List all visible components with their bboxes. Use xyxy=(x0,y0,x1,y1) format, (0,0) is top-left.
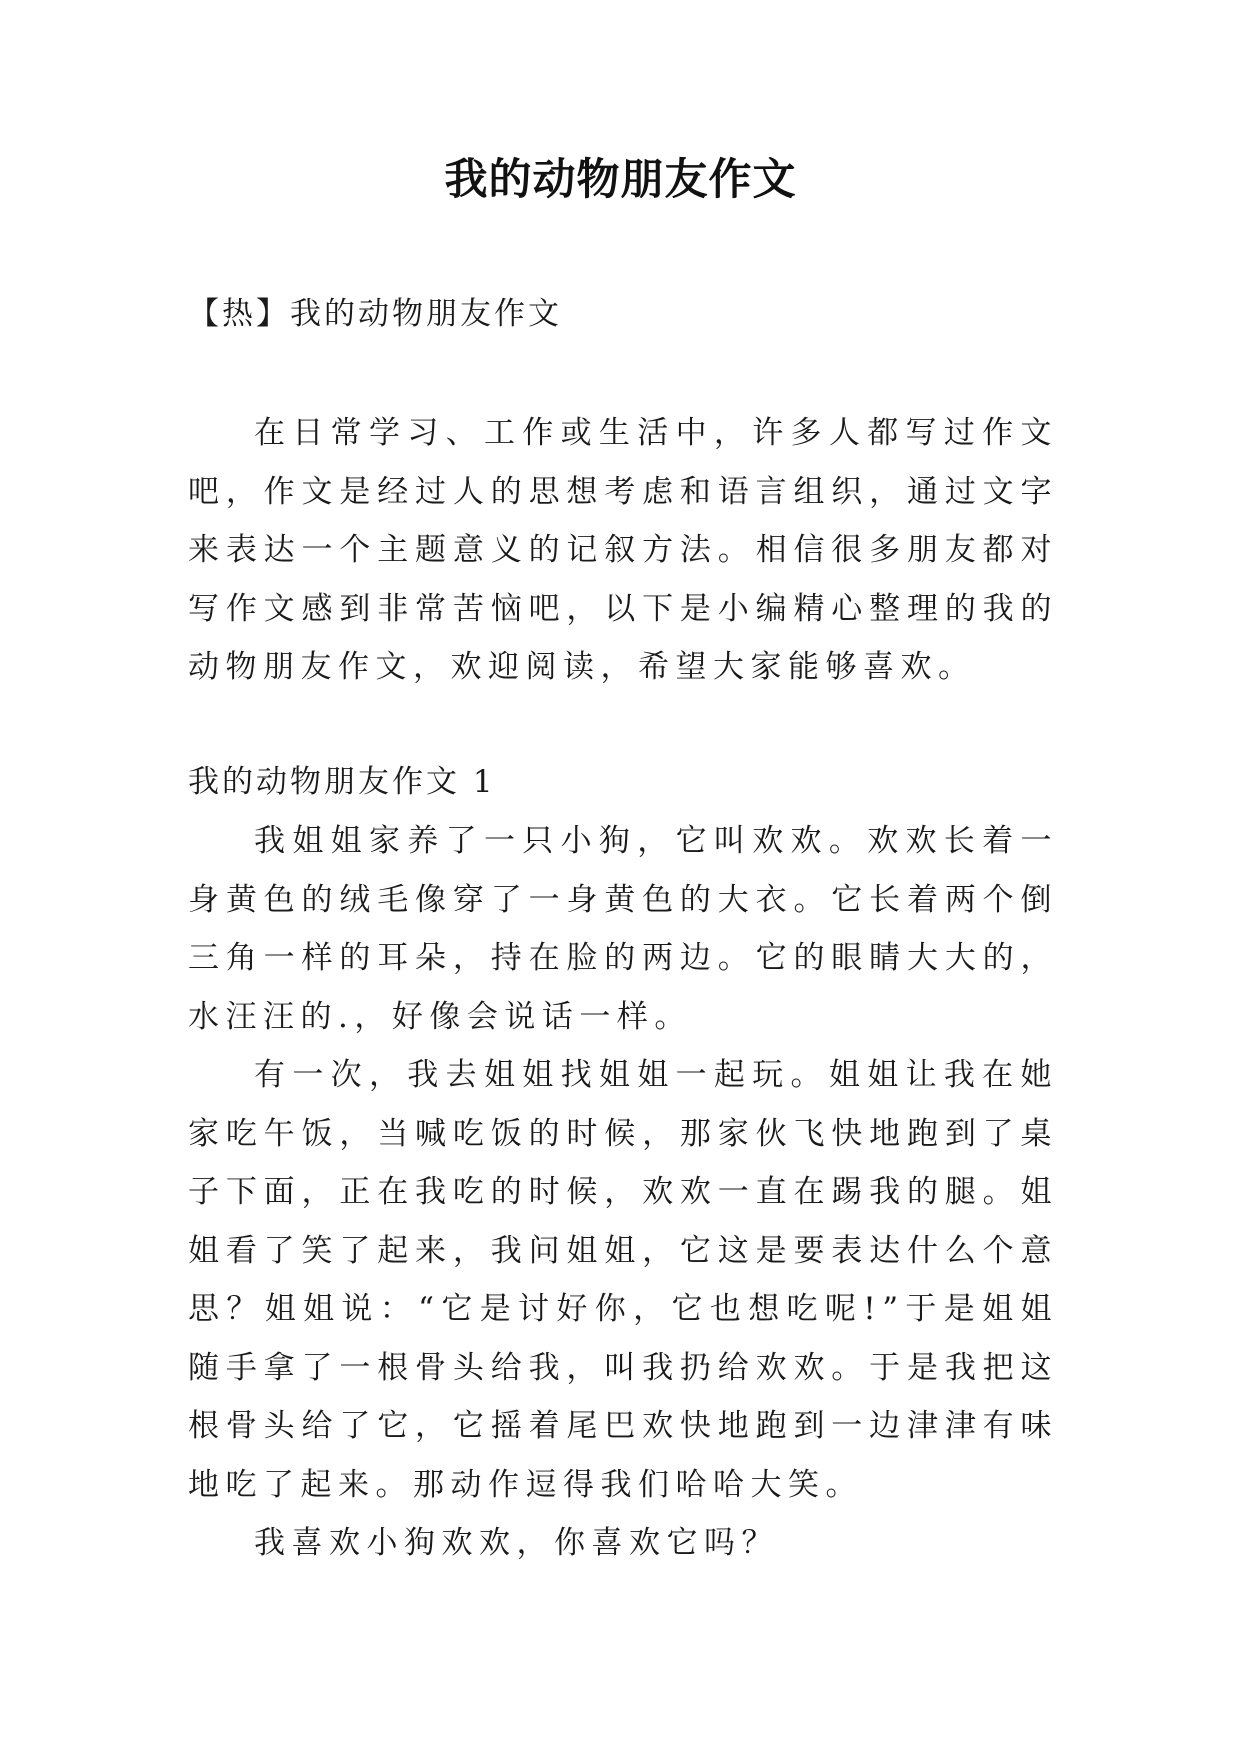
intro-paragraph: 在日常学习、工作或生活中，许多人都写过作文吧，作文是经过人的思想考虑和语言组织，通过文字来表达一个主题意义的记叙方法。相信很多朋友都对写作文感到非常苦恼吧，以下是小编精心整理的我的动物朋友作文，欢迎阅读，希望大家能够喜欢。 xyxy=(188,415,1058,685)
document-subtitle: 【热】我的动物朋友作文 xyxy=(188,296,562,332)
essay-paragraph: 有一次，我去姐姐找姐姐一起玩。姐姐让我在她家吃午饭，当喊吃饭的时候，那家伙飞快地跑到了桌子下面，正在我吃的时候，欢欢一直在踢我的腿。姐姐看了笑了起来，我问姐姐，它这是要表达什么个意思？姐姐说：“它是讨好你，它也想吃呢!”于是姐姐随手拿了一根骨头给我，叫我扔给欢欢。于是我把这根骨头给了它，它摇着尾巴欢快地跑到一边津津有味地吃了起来。那动作逗得我们哈哈大笑。 xyxy=(188,1057,1058,1503)
section-heading: 我的动物朋友作文 1 xyxy=(188,764,496,800)
essay-paragraph: 我喜欢小狗欢欢，你喜欢它吗？ xyxy=(254,1525,779,1561)
document-title: 我的动物朋友作文 xyxy=(444,155,797,205)
essay-paragraph: 我姐姐家养了一只小狗，它叫欢欢。欢欢长着一身黄色的绒毛像穿了一身黄色的大衣。它长着两个倒三角一样的耳朵，持在脸的两边。它的眼睛大大的，水汪汪的.，好像会说话一样。 xyxy=(188,823,1058,1035)
intro-section xyxy=(188,404,1058,697)
essay-body xyxy=(188,812,1058,1573)
